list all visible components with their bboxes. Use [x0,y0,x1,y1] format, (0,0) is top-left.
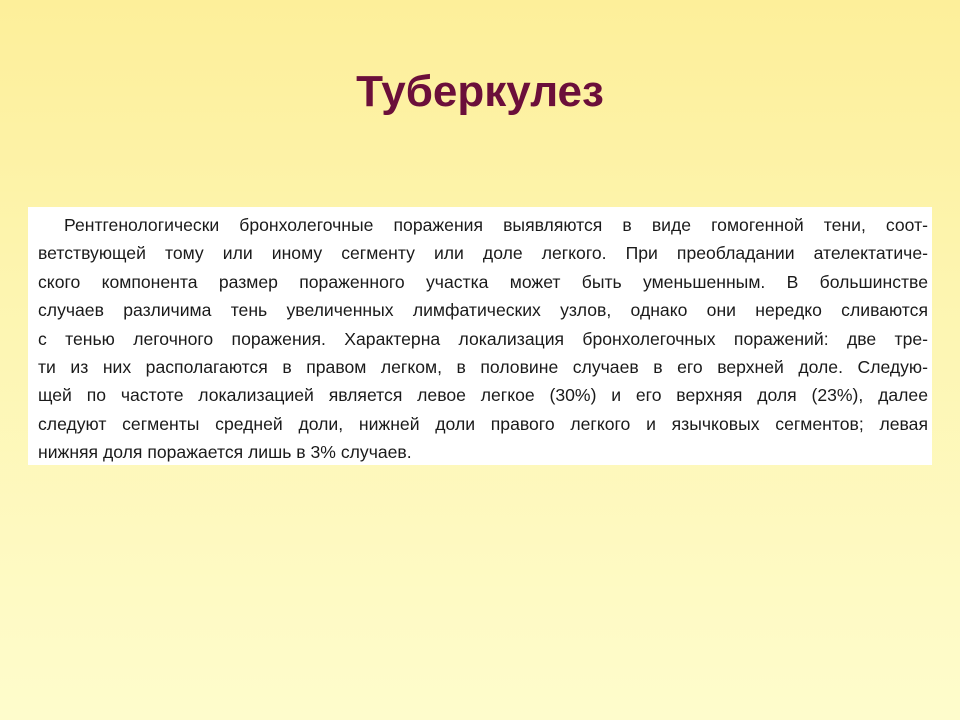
passage-line: случаев различима тень увеличенных лимфатических узлов, однако они нередко сливаются [38,300,928,321]
passage-line: нижняя доля поражается лишь в 3% случаев. [38,442,412,463]
passage-line: ского компонента размер пораженного участка может быть уменьшенным. В большинстве [38,271,928,292]
passage-line: ветствующей тому или иному сегменту или доле легкого. При преобладании ателектатиче- [38,243,928,264]
slide-title: Туберкулез [356,67,604,116]
passage-line: с тенью легочного поражения. Характерна локализация бронхолегочных поражений: две тре- [38,328,928,349]
passage-line: следуют сегменты средней доли, нижней доли правого легкого и язычковых сегментов; левая [38,413,928,434]
passage-line: ти из них располагаются в правом легком, в половине случаев в его верхней доле. Следую- [38,356,928,377]
passage-line: Рентгенологически бронхолегочные поражения выявляются в виде гомогенной тени, соот- [64,215,928,235]
text-passage [28,207,932,465]
passage-line: щей по частоте локализацией является левое легкое (30%) и его верхняя доля (23%), далее [38,385,928,406]
